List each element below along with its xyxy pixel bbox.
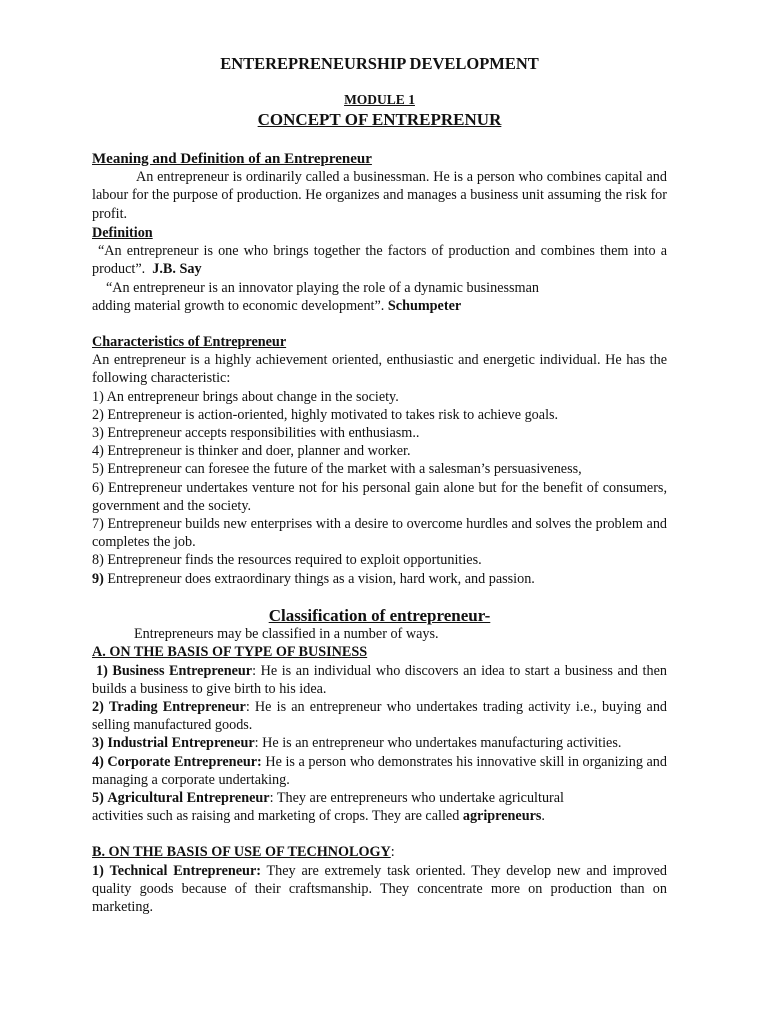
section-b-heading-tail: : <box>390 844 395 861</box>
quote-schumpeter-author: Schumpeter <box>387 297 462 314</box>
item-text: Entrepreneur undertakes venture not for his personal gain alone but for the benefit of consumers, government and the society. <box>92 479 667 514</box>
item-number: 2) <box>92 699 104 716</box>
classification-section <box>92 607 667 916</box>
item-term: Agricultural Entrepreneur <box>107 790 270 807</box>
list-item <box>92 862 667 917</box>
item-number: 4) <box>92 443 104 460</box>
definition-quote-schumpeter-line2 <box>92 297 667 315</box>
item-text: Entrepreneur is thinker and doer, planner and worker. <box>107 443 411 460</box>
definition-heading: Definition <box>92 225 153 241</box>
item-number: 8) <box>92 552 104 569</box>
definition-quote-schumpeter-line1: “An entrepreneur is an innovator playing the role of a dynamic businessman <box>106 279 539 296</box>
item-text: : He is an individual who discovers an idea to start a business and then builds a business to give birth to his idea. <box>92 662 667 697</box>
classification-heading: Classification of entrepreneur- <box>268 606 491 625</box>
item-text: They are extremely task oriented. They develop new and improved quality goods because of their craftsmanship. They concentrate more on production than on marketing. <box>92 862 667 916</box>
item-text: : He is an entrepreneur who undertakes manufacturing activities. <box>254 735 622 752</box>
characteristics-section <box>92 333 667 588</box>
list-item <box>92 734 667 752</box>
list-item <box>92 406 667 424</box>
module-label: MODULE 1 <box>344 92 415 107</box>
quote-say-author: J.B. Say <box>152 261 202 278</box>
item-number: 4) <box>92 753 104 770</box>
item-text: Entrepreneur is action-oriented, highly motivated to takes risk to achieve goals. <box>107 406 559 423</box>
list-item <box>92 442 667 460</box>
item-term: Business Entrepreneur <box>112 662 253 679</box>
list-item <box>92 460 667 478</box>
item-number: 5) <box>92 790 104 807</box>
list-item <box>92 388 667 406</box>
chapter-title: CONCEPT OF ENTREPRENUR <box>257 110 502 129</box>
list-item <box>92 789 667 807</box>
item-term: agripreneurs <box>462 808 542 825</box>
item-number: 7) <box>92 516 104 533</box>
item-text: Entrepreneur can foresee the future of the market with a salesman’s persuasiveness, <box>107 461 582 478</box>
meaning-section <box>92 150 667 223</box>
list-item <box>92 570 667 588</box>
definition-section <box>92 224 667 315</box>
item-number: 2) <box>92 406 104 423</box>
characteristics-intro: An entrepreneur is a highly achievement oriented, enthusiastic and energetic individual. He has the following characteristic: <box>92 352 667 387</box>
item-term: Industrial Entrepreneur <box>107 735 255 752</box>
item-text: Entrepreneur accepts responsibilities with enthusiasm.. <box>107 425 420 442</box>
item-number: 5) <box>92 461 104 478</box>
definition-quote-say <box>92 242 667 278</box>
item-text: Entrepreneur does extraordinary things as a vision, hard work, and passion. <box>107 570 535 587</box>
item-number: 1) <box>96 662 108 679</box>
list-item <box>92 662 667 698</box>
quote-schumpeter-text: adding material growth to economic development”. <box>92 297 385 314</box>
item-term: Technical Entrepreneur: <box>109 862 261 879</box>
list-item <box>92 753 667 789</box>
meaning-paragraph: An entrepreneur is ordinarily called a businessman. He is a person who combines capital and labour for the purpose of production. He organizes and manages a business unit assuming the risk for profit. <box>92 169 667 222</box>
item-number: 9) <box>92 570 104 587</box>
item-tail: . <box>541 808 545 825</box>
list-item-continuation <box>92 807 667 825</box>
item-text: : They are entrepreneurs who undertake agricultural <box>269 790 564 807</box>
item-number: 1) <box>92 388 104 405</box>
meaning-heading: Meaning and Definition of an Entrepreneur <box>92 151 372 167</box>
item-text: An entrepreneur brings about change in the society. <box>106 388 399 405</box>
list-item <box>92 551 667 569</box>
item-number: 3) <box>92 735 104 752</box>
quote-say-text: “An entrepreneur is one who brings together the factors of production and combines them into a product”. <box>92 243 667 278</box>
item-term: Trading Entrepreneur <box>109 699 246 716</box>
list-item <box>92 515 667 551</box>
characteristics-heading: Characteristics of Entrepreneur <box>92 334 287 350</box>
list-item <box>92 698 667 734</box>
list-item <box>92 424 667 442</box>
item-text: Entrepreneur builds new enterprises with a desire to overcome hurdles and solves the problem and completes the job. <box>92 516 668 551</box>
item-number: 1) <box>92 862 104 879</box>
section-b-heading: B. ON THE BASIS OF USE OF TECHNOLOGY <box>92 844 391 861</box>
item-text: : He is an entrepreneur who undertakes trading activity i.e., buying and selling manufactured goods. <box>92 699 668 734</box>
classification-intro: Entrepreneurs may be classified in a number of ways. <box>134 626 439 643</box>
item-text: activities such as raising and marketing of crops. They are called <box>92 808 463 825</box>
list-item <box>92 479 667 515</box>
section-a-heading: A. ON THE BASIS OF TYPE OF BUSINESS <box>92 644 368 661</box>
item-term: Corporate Entrepreneur: <box>107 753 262 770</box>
section-b-heading-row <box>92 843 667 861</box>
item-text: Entrepreneur finds the resources required to exploit opportunities. <box>107 552 482 569</box>
item-number: 6) <box>92 479 104 496</box>
item-text: He is a person who demonstrates his innovative skill in organizing and managing a corporate undertaking. <box>92 753 667 788</box>
document-title: ENTEREPRENEURSHIP DEVELOPMENT <box>220 54 539 73</box>
item-number: 3) <box>92 425 104 442</box>
